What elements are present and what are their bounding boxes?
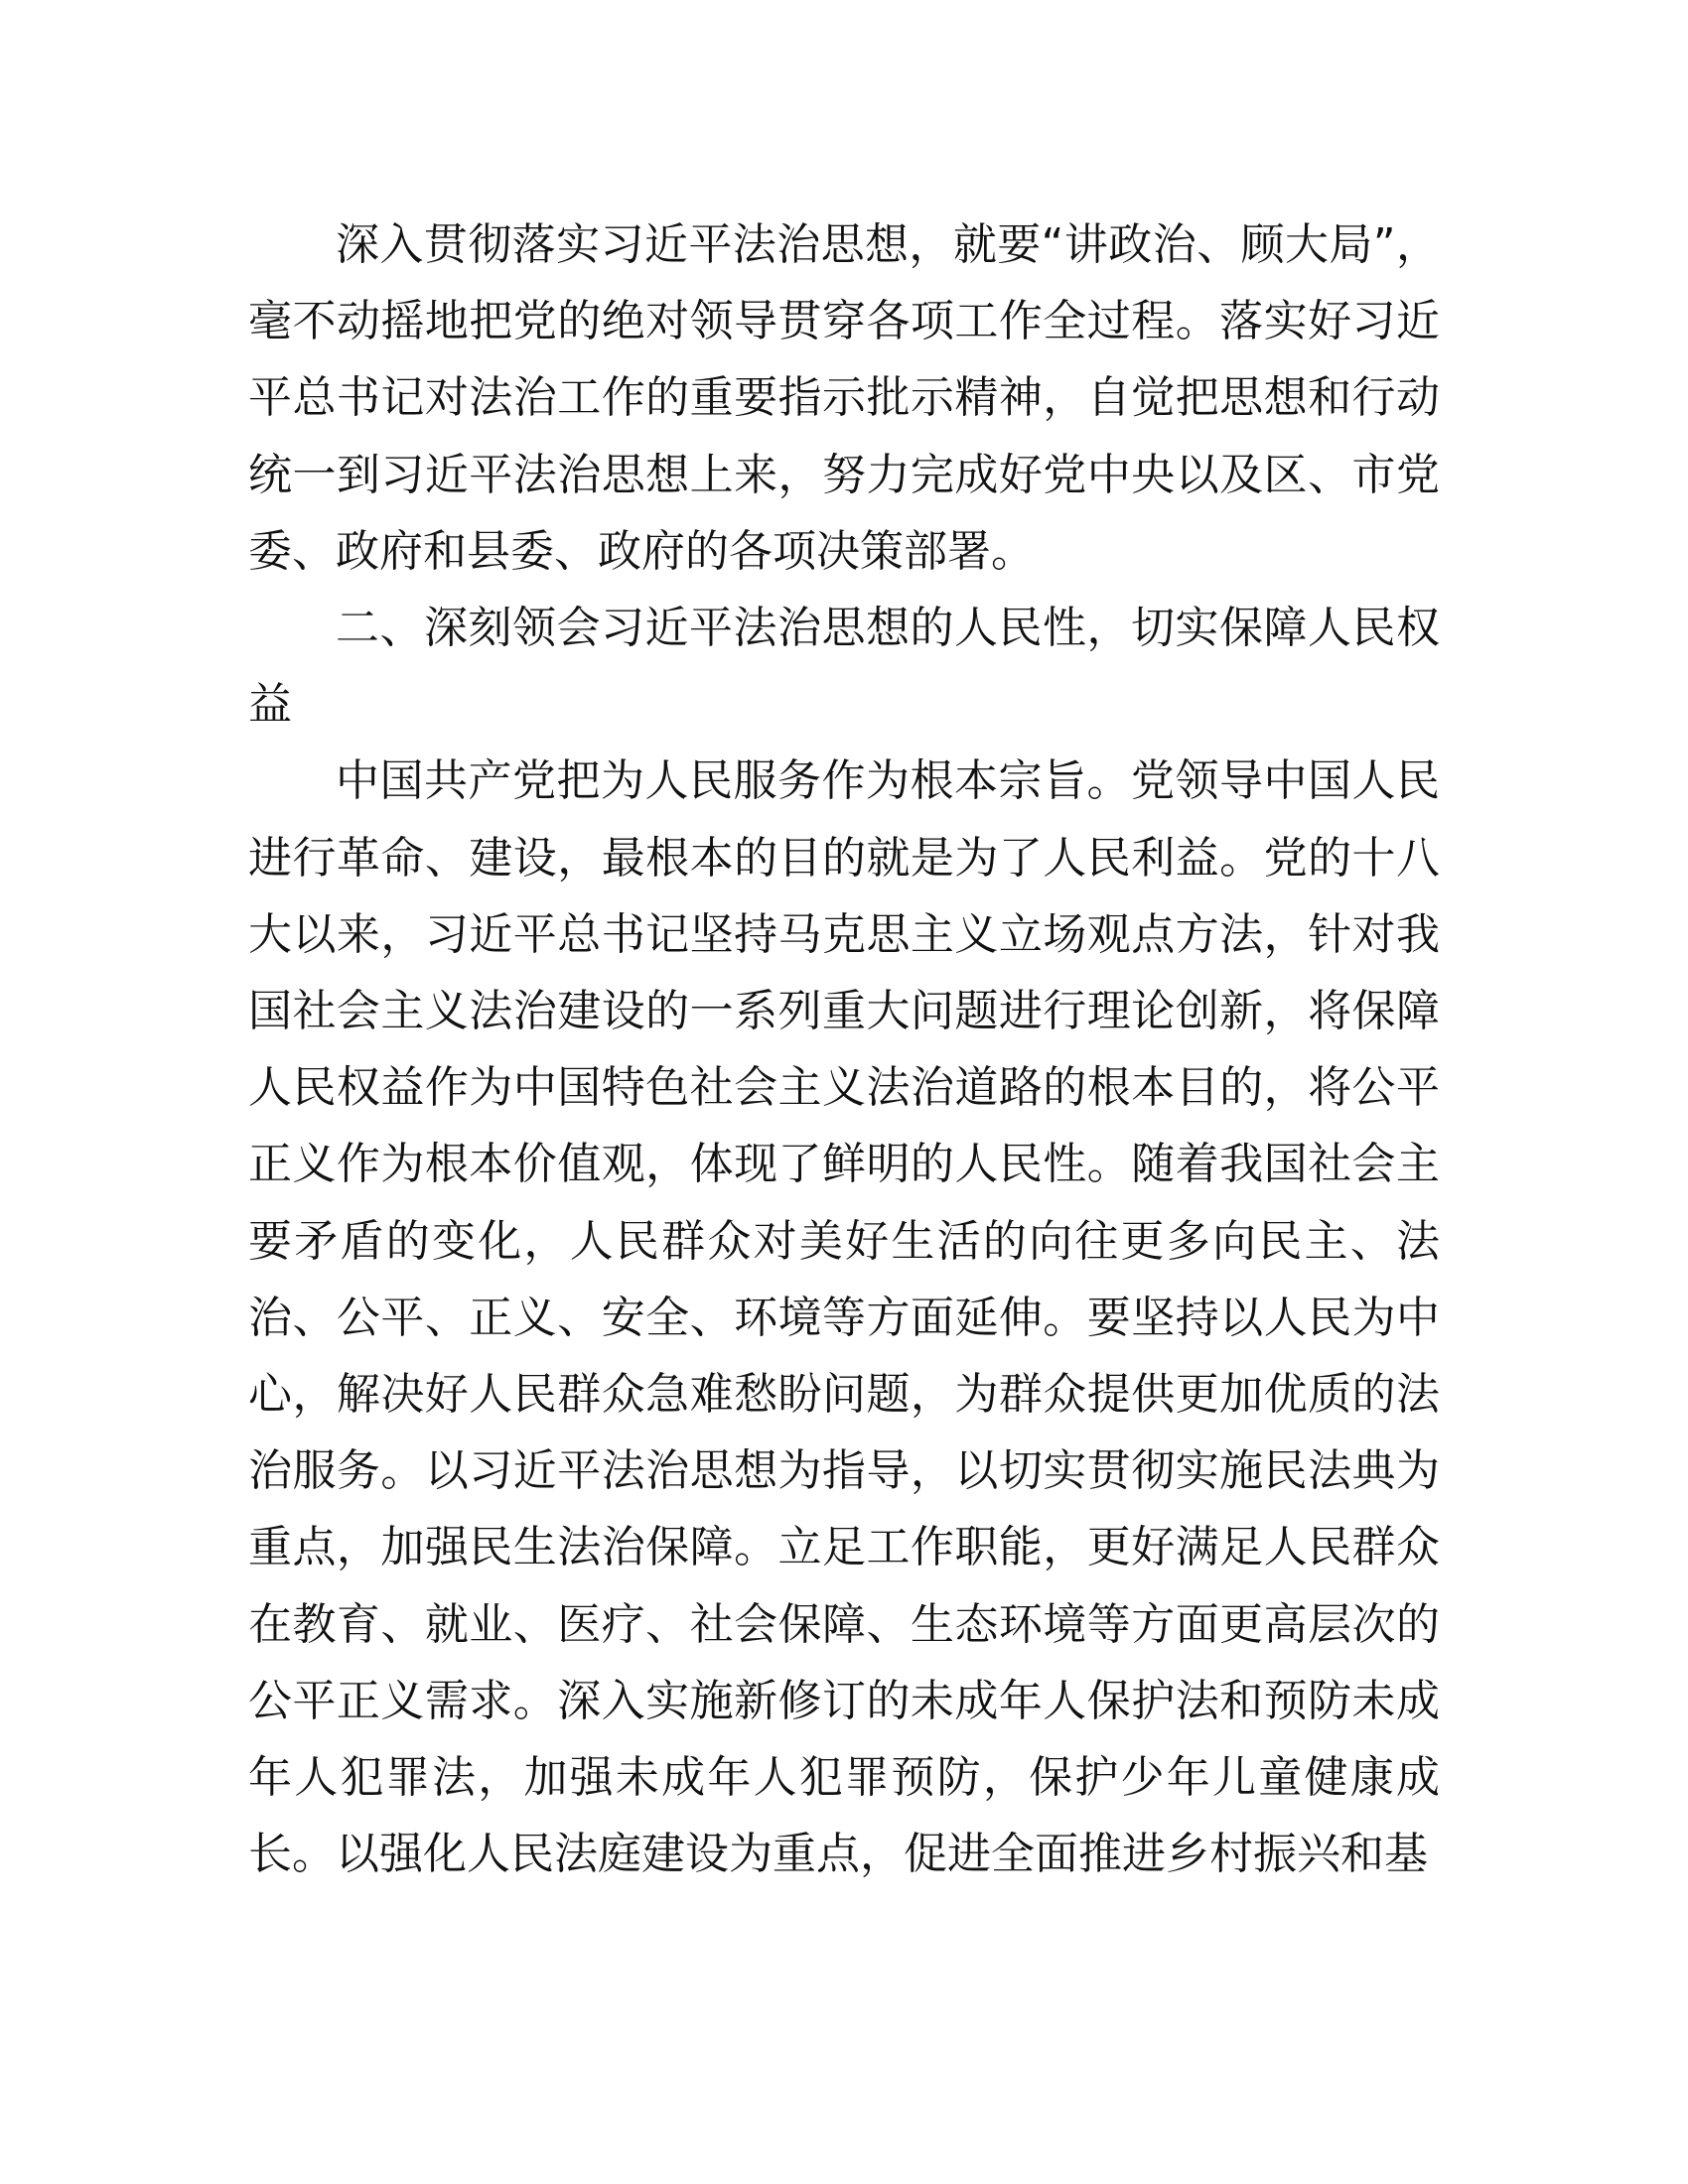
section-heading-2: 二、深刻领会习近平法治思想的人民性，切实保障人民权益 [248, 603, 1440, 731]
paragraph-people-centered: 中国共产党把为人民服务作为根本宗旨。党领导中国人民进行革命、建设，最根本的目的就是为了人民利益。党的十八大以来，习近平总书记坚持马克思主义立场观点方法，针对我国社会主义法治建设的一系列重大问题进行理论创新，将保障人民权益作为中国特色社会主义法治道路的根本目的，将公平正义作为根本价值观，体现了鲜明的人民性。随着我国社会主要矛盾的变化，人民群众对美好生活的向往更多向民主、法治、公平、正义、安全、环境等方面延伸。要坚持以人民为中心，解决好人民群众急难愁盼问题，为群众提供更加优质的法治服务。以习近平法治思想为指导，以切实贯彻实施民法典为重点，加强民生法治保障。立足工作职能，更好满足人民群众在教育、就业、医疗、社会保障、生态环境等方面更高层次的公平正义需求。深入实施新修订的未成年人保护法和预防未成年人犯罪法，加强未成年人犯罪预防，保护少年儿童健康成长。以强化人民法庭建设为重点，促进全面推进乡村振兴和基 [248, 755, 1440, 1880]
document-body [248, 206, 1440, 1892]
paragraph-implementation: 深入贯彻落实习近平法治思想，就要“讲政治、顾大局”，毫不动摇地把党的绝对领导贯穿各项工作全过程。落实好习近平总书记对法治工作的重要指示批示精神，自觉把思想和行动统一到习近平法治思想上来，努力完成好党中央以及区、市党委、政府和县委、政府的各项决策部署。 [248, 219, 1440, 577]
